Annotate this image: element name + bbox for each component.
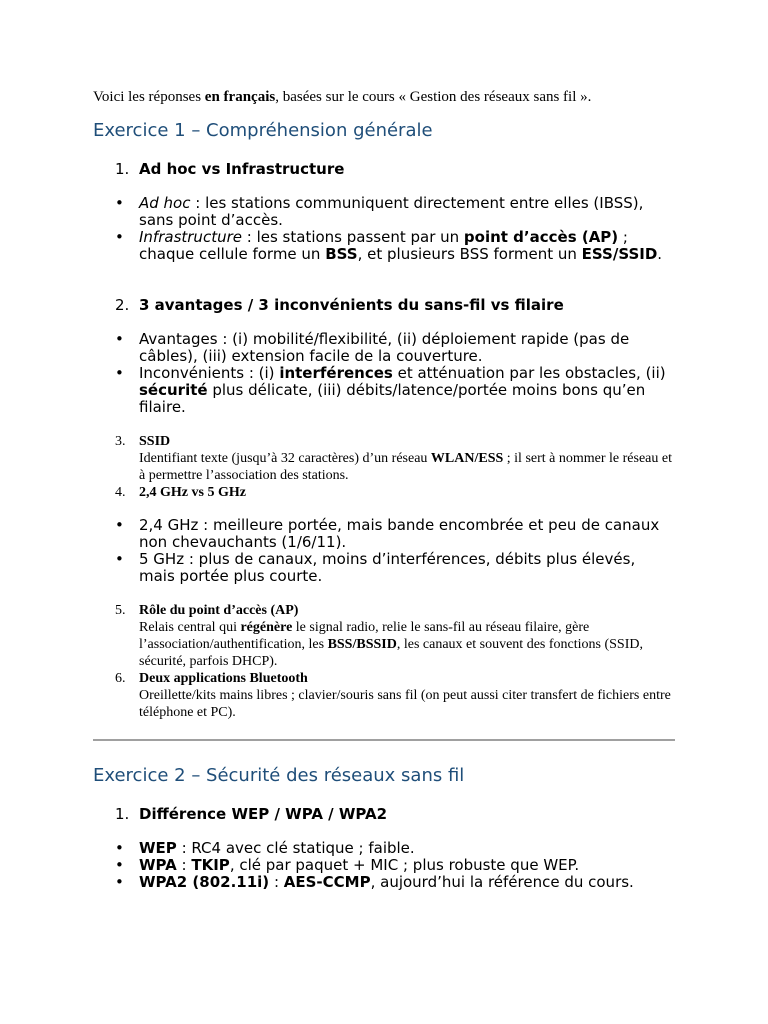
- bold-term: ESS/SSID: [581, 245, 658, 263]
- answer-text: le signal radio, relie le sans-fil au réseau filaire, gère l’association/authentification, les: [139, 620, 590, 652]
- ex1-q2-number: 2.: [115, 296, 130, 314]
- bold-term: WPA: [139, 856, 177, 874]
- ex2-q1-title: Différence WEP / WPA / WPA2: [139, 805, 388, 823]
- term-infrastructure: Infrastructure: [139, 228, 242, 246]
- ex1-q3-answer: [139, 450, 675, 484]
- intro-paragraph: [93, 88, 693, 106]
- ex1-q2-bullet-advantages: • Avantages : (i) mobilité/flexibilité, (ii) déploiement rapide (pas de câbles), (iii) extension facile de la couverture.: [115, 331, 675, 365]
- ex1-q4-number: 4.: [115, 485, 126, 500]
- ex1-q3-number: 3.: [115, 434, 126, 449]
- bullet-text: .: [657, 245, 663, 263]
- ex1-q4-bullet-5ghz: • 5 GHz : plus de canaux, moins d’interférences, débits plus élevés, mais portée plus courte.: [115, 551, 675, 585]
- bullet-text: : RC4 avec clé statique ; faible.: [176, 839, 415, 857]
- exercise-2-heading: Exercice 2 – Sécurité des réseaux sans fil: [93, 765, 465, 786]
- bold-term: interférences: [279, 364, 393, 382]
- ex1-q2-bullets: [115, 331, 675, 416]
- bullet-text: , aujourd’hui la référence du cours.: [370, 873, 634, 891]
- ex2-q1-bullets: [115, 840, 675, 891]
- ex1-q4-bullet-24ghz: • 2,4 GHz : meilleure portée, mais bande encombrée et peu de canaux non chevauchants (1/6/11).: [115, 517, 675, 551]
- bold-term: WLAN/ESS: [430, 451, 504, 466]
- ex1-q1-title: Ad hoc vs Infrastructure: [139, 160, 345, 178]
- intro-text: Voici les réponses: [93, 89, 205, 105]
- bullet-text: Inconvénients : (i): [139, 364, 280, 382]
- term-adhoc: Ad hoc: [139, 194, 191, 212]
- ex1-q1-bullets: [115, 195, 675, 263]
- bold-term: sécurité: [139, 381, 208, 399]
- section-divider: [93, 739, 675, 741]
- bullet-text: : les stations communiquent directement entre elles (IBSS), sans point d’accès.: [139, 194, 644, 229]
- bullet-text: , clé par paquet + MIC ; plus robuste que WEP.: [229, 856, 580, 874]
- ex1-q1-number: 1.: [115, 160, 130, 178]
- bold-term: BSS/BSSID: [327, 637, 397, 652]
- ex1-q6-answer: Oreillette/kits mains libres ; clavier/souris sans fil (on peut aussi citer transfert de fichiers entre téléphone et PC).: [139, 688, 671, 720]
- ex1-q4-bullets: [115, 517, 675, 585]
- ex1-q3-title: SSID: [139, 434, 171, 449]
- ex1-q4-title: 2,4 GHz vs 5 GHz: [139, 485, 246, 500]
- ex1-q6-title: Deux applications Bluetooth: [139, 671, 308, 686]
- bold-term: TKIP: [191, 856, 230, 874]
- bullet-text: , et plusieurs BSS forment un: [357, 245, 582, 263]
- ex2-q1-bullet-wpa2: [115, 874, 675, 891]
- ex1-q5-title: Rôle du point d’accès (AP): [139, 603, 299, 618]
- ex1-q6-number: 6.: [115, 671, 126, 686]
- answer-text: , les canaux et souvent des fonctions (SSID, sécurité, parfois DHCP).: [139, 637, 643, 669]
- ex1-q2-title: 3 avantages / 3 inconvénients du sans-fil vs filaire: [139, 296, 564, 314]
- ex2-q1-bullet-wpa: [115, 857, 675, 874]
- ex1-q2-bullet-drawbacks: [115, 365, 675, 416]
- answer-text: Identifiant texte (jusqu’à 32 caractères) d’un réseau: [139, 451, 431, 466]
- ex1-q5-answer: [139, 619, 675, 670]
- bold-term: WPA2 (802.11i): [139, 873, 270, 891]
- ex2-q1-number: 1.: [115, 805, 130, 823]
- bold-term: AES-CCMP: [283, 873, 371, 891]
- ex2-q1-bullet-wep: [115, 840, 675, 857]
- ex1-q3: [115, 433, 675, 484]
- bullet-text: : les stations passent par un: [241, 228, 464, 246]
- bullet-text: plus délicate, (iii) débits/latence/portée moins bons qu’en filaire.: [139, 381, 646, 416]
- ex1-q5-number: 5.: [115, 603, 126, 618]
- bullet-text: et atténuation par les obstacles, (ii): [392, 364, 666, 382]
- intro-bold: en français: [204, 89, 276, 105]
- ex1-q1-heading: [115, 160, 675, 178]
- ex2-q1-heading: [115, 805, 675, 823]
- answer-text: ; il sert à nommer le réseau et à permettre l’association des stations.: [139, 451, 672, 483]
- bold-term: BSS: [325, 245, 358, 263]
- exercise-1-heading: Exercice 1 – Compréhension générale: [93, 120, 433, 141]
- ex1-q4-heading: [115, 484, 675, 501]
- bold-term: point d’accès (AP): [463, 228, 619, 246]
- bullet-text: :: [269, 873, 284, 891]
- bold-term: régénère: [240, 620, 293, 635]
- ex1-q1-bullet-adhoc: [115, 195, 675, 229]
- intro-text-end: , basées sur le cours « Gestion des réseaux sans fil ».: [275, 89, 592, 105]
- ex1-q2-heading: [115, 296, 675, 314]
- bold-term: WEP: [139, 839, 177, 857]
- bullet-text: ; chaque cellule forme un: [139, 228, 628, 263]
- ex1-q1-bullet-infra: [115, 229, 675, 263]
- answer-text: Relais central qui: [139, 620, 241, 635]
- ex1-q5: [115, 602, 675, 670]
- ex1-q6: [115, 670, 675, 721]
- bullet-text: :: [176, 856, 192, 874]
